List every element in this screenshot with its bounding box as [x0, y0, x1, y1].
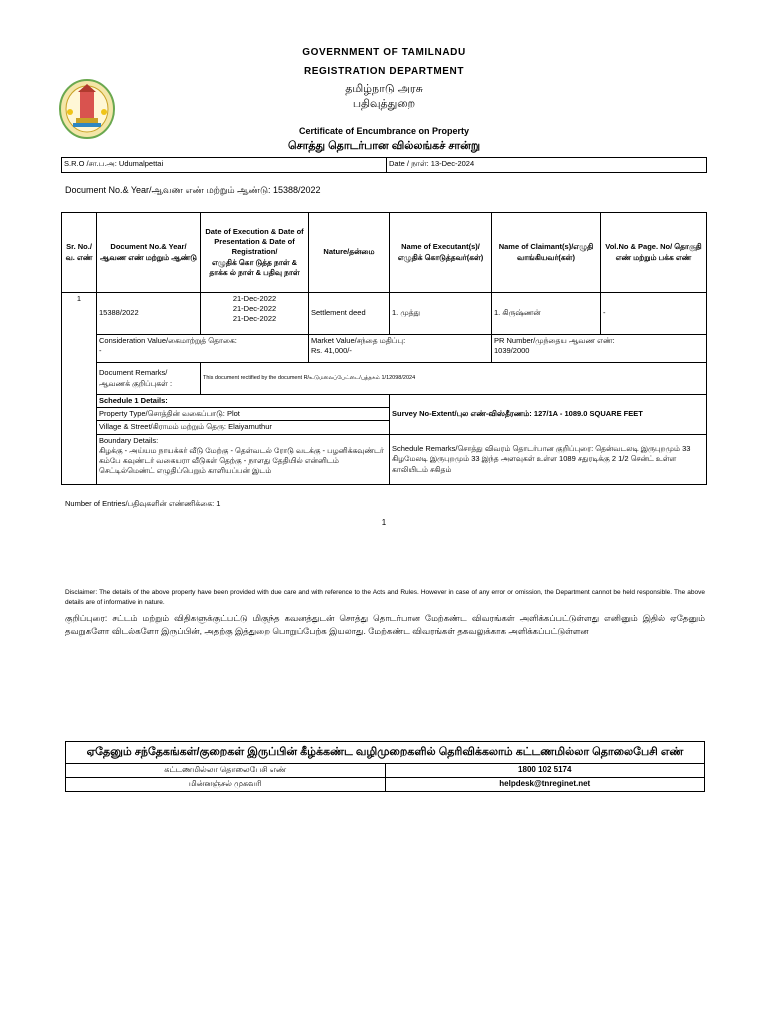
village-street: Village & Street/கிராமம் மற்றும் தெரு: Elaiyamuthur [99, 422, 272, 432]
market-value-cell [309, 335, 492, 363]
government-title-tamil: தமிழ்நாடு அரசு [345, 83, 423, 95]
boundary-title: Boundary Details: [99, 436, 159, 445]
government-title: GOVERNMENT OF TAMILNADU [302, 47, 466, 58]
email-value[interactable]: helpdesk@tnreginet.net [385, 778, 705, 792]
header-volume: Vol.No & Page. No/ தொகுதி எண் மற்றும் பக்க எண் [601, 213, 707, 293]
row-date-registration: 21-Dec-2022 [232, 314, 277, 324]
helpdesk-table [65, 741, 705, 792]
helpdesk-title: ஏதேனும் சந்தேகங்கள்/குறைகள் இருப்பின் கீழ்க்கண்ட வழிமுறைகளில் தெரிவிக்கலாம் கட்டணமில்லா தொலைபேசி எண் [66, 742, 705, 764]
document-line [65, 185, 321, 197]
date-cell [387, 158, 707, 173]
remarks-label: Document Remarks/ ஆவணக் குறிப்புகள் : [97, 363, 201, 395]
row-volume: - [601, 293, 707, 335]
row-dates [201, 293, 309, 335]
department-title: REGISTRATION DEPARTMENT [303, 66, 465, 77]
sro-label: S.R.O /சா.ப.அ: [64, 159, 117, 168]
header-dates-ta: எழுதிக் கொ டுத்த நாள் & தாக்க ல் நாள் & பதிவு நாள் [209, 257, 300, 277]
row-date-presentation: 21-Dec-2022 [232, 304, 277, 314]
pr-number-value: 1039/2000 [494, 346, 530, 356]
header-nature: Nature/தன்மை [309, 213, 390, 293]
sro-date-strip [61, 157, 707, 173]
schedule-cell [97, 395, 390, 435]
document-line-label: Document No.& Year/ஆவண எண் மற்றும் ஆண்டு: [65, 185, 271, 195]
property-type: Property Type/சொத்தின் வகைப்பாடு: Plot [97, 408, 389, 421]
survey-label: Survey No-Extent/புல எண்-விஸ்தீரணம்: [392, 409, 532, 419]
consideration-label: Consideration Value/கைமாற்றுத் தொகை: [99, 336, 237, 345]
survey-value: 127/1A - 1089.0 SQUARE FEET [533, 409, 643, 419]
page-number: 1 [381, 518, 387, 527]
survey-cell [390, 395, 707, 435]
boundary-cell [97, 435, 390, 485]
schedule-remarks: Schedule Remarks/சொத்து விவரம் தொடர்பான குறிப்புரை: தென்வடலடி இருபுறமும் 33 கிழமேலடி இருபுறமும் 33 இந்த அளவுகள் உள்ள 1089 சதுரடிக்கு 2 1/2 சென்ட் உள்ள காலியிடம் சகிதம் [390, 435, 707, 485]
sro-cell [62, 158, 387, 173]
market-value: Rs. 41,000/- [311, 346, 352, 356]
pr-number-cell [492, 335, 707, 363]
header-sr: Sr. No./ வ. எண் [62, 213, 97, 293]
certificate-title: Certificate of Encumbrance on Property [298, 126, 470, 136]
document-line-value: 15388/2022 [273, 185, 321, 195]
row-claimant: 1. கிருஷ்ணன் [492, 293, 601, 335]
header-claimant: Name of Claimant(s)/எழுதி வாங்கியவர்(கள்) [492, 213, 601, 293]
date-label: Date / நாள்: [389, 159, 429, 168]
certificate-title-tamil: சொத்து தொடர்பான வில்லங்கச் சான்று [287, 140, 481, 152]
phone-label: கட்டணமில்லா தொலைபேசி எண் [66, 764, 386, 778]
phone-value[interactable]: 1800 102 5174 [385, 764, 705, 778]
header-dates-en: Date of Execution & Date of Presentation & Date of Registration/ [205, 227, 304, 257]
row-document: 15388/2022 [97, 293, 201, 335]
header-document: Document No.& Year/ ஆவண எண் மற்றும் ஆண்டு [97, 213, 201, 293]
row-nature: Settlement deed [309, 293, 390, 335]
pr-number-label: PR Number/முந்தைய ஆவண எண்: [494, 336, 615, 345]
consideration-value: - [99, 346, 102, 356]
sro-value: Udumalpettai [118, 159, 164, 168]
date-value: 13-Dec-2024 [430, 159, 475, 168]
remarks-value: This document rectified by the document R/உடுமலைப்பேட்டை/புத்தகம் 1/12098/2024 [201, 363, 707, 395]
header-dates [201, 213, 309, 293]
row-sr: 1 [62, 293, 97, 485]
disclaimer-english: Disclaimer: The details of the above property have been provided with due care and with reference to the Acts and Rules. However in case of any error or omission, the Department cannot be held responsible. The above details are of informative in nature. [65, 589, 705, 607]
schedule-title: Schedule 1 Details: [97, 395, 389, 408]
boundary-text: கிழக்கு - அய்யம நாயக்கர் வீடு மேற்கு - தெள்வடல் ரோடு வடக்கு - பழனிக்கவுண்டர் கம்பே கவுண்டர் வகையரா வீடுகள் தெற்கு - நாளது தேதியில் என்னிடம் செட்டில்மெண்ட் எழுதிப்பெறும் காளியப்பன் இடம் [99, 446, 384, 476]
entries-count: Number of Entries/பதிவுகளின் எண்ணிக்கை: 1 [65, 499, 221, 508]
market-value-label: Market Value/சந்தை மதிப்பு: [311, 336, 406, 345]
consideration-cell [97, 335, 309, 363]
row-executant: 1. முத்து [390, 293, 492, 335]
email-label: மின்னஞ்சல் முகவரி [66, 778, 386, 792]
row-date-execution: 21-Dec-2022 [232, 294, 277, 303]
disclaimer-tamil: குறிப்புரை: சட்டம் மற்றும் விதிகளுக்குட்பட்டு மிகுந்த கவனத்துடன் சொத்து தொடர்பான மேற்கண்ட விவரங்கள் அளிக்கப்பட்டுள்ளது எனினும் இதில் ஏதேனும் தவறுகளோ விடல்களோ இருப்பின், அதற்கு இத்துறை பொறுப்பேற்க இயலாது. மேற்கண்ட விவரங்கள் தகவலுக்காக அளிக்கப்பட்டுள்ளன [65, 613, 705, 636]
header-executant: Name of Executant(s)/ எழுதிக் கொடுத்தவர்(கள்) [390, 213, 492, 293]
department-title-tamil: பதிவுத்துறை [352, 98, 416, 110]
encumbrance-table [61, 212, 707, 485]
